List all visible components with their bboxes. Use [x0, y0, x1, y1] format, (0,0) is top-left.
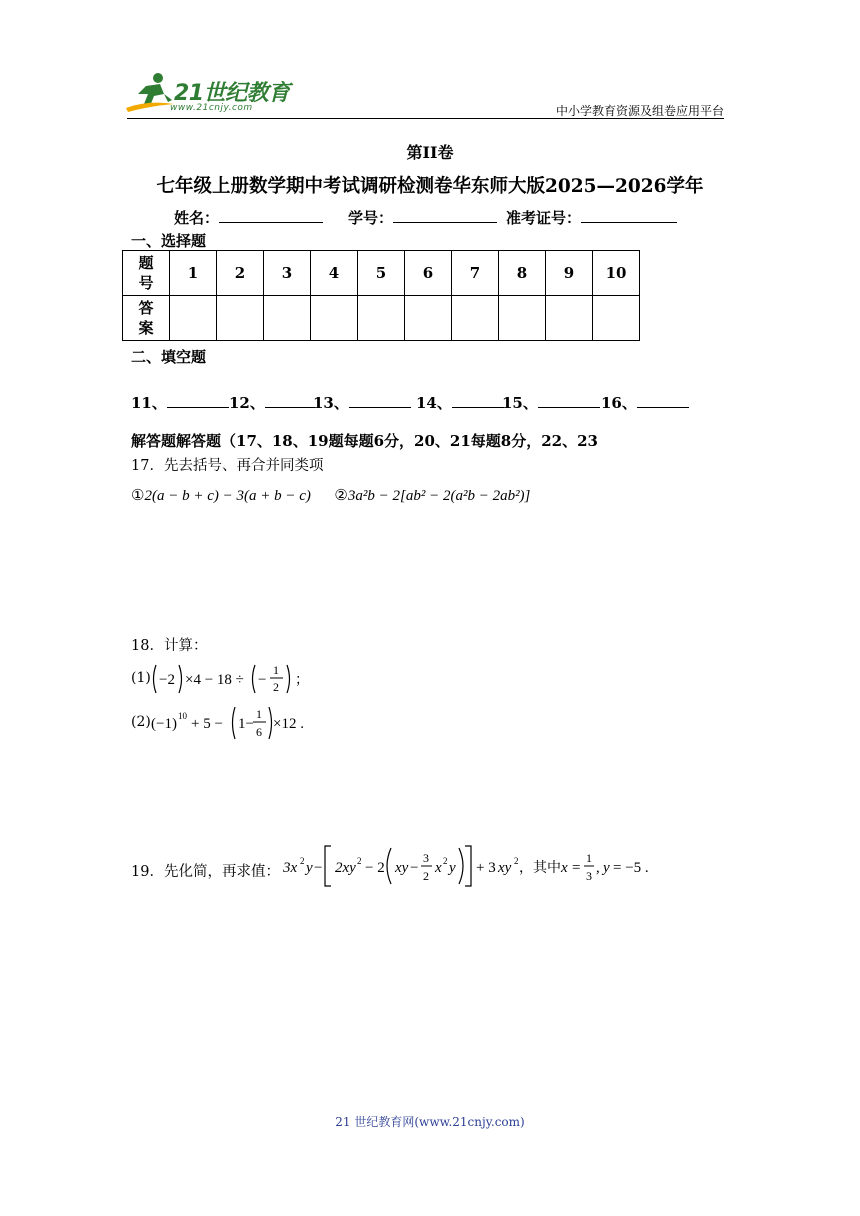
id-field[interactable]: [348, 207, 497, 228]
answer-cell[interactable]: [405, 296, 452, 341]
platform-label: 中小学教育资源及组卷应用平台: [555, 104, 724, 118]
blank-16[interactable]: 16、: [601, 392, 689, 413]
svg-text:3x: 3x: [283, 860, 298, 876]
expression-18-2: [151, 704, 311, 742]
id-blank[interactable]: [393, 208, 497, 223]
question-number-cell: 9: [546, 251, 593, 296]
circled-one-marker: ①: [131, 486, 145, 504]
logo-url: www.21cnjy.com: [170, 103, 253, 113]
svg-text:1−: 1−: [238, 716, 254, 732]
svg-text:2: 2: [514, 856, 519, 866]
svg-text:2: 2: [357, 856, 362, 866]
question-number-cell: 7: [452, 251, 499, 296]
expression-19: [283, 842, 663, 890]
svg-text:10: 10: [178, 711, 187, 721]
svg-text:1: 1: [256, 707, 262, 721]
answer-cell[interactable]: [311, 296, 358, 341]
answer-cell[interactable]: [452, 296, 499, 341]
svg-text:y: y: [306, 860, 313, 876]
svg-text:,: ,: [596, 860, 600, 876]
svg-text:− 2: − 2: [365, 860, 385, 876]
question-number-cell: 1: [170, 251, 217, 296]
svg-text:−: −: [314, 860, 323, 876]
question-number-cell: 3: [264, 251, 311, 296]
question-number-cell: 5: [358, 251, 405, 296]
svg-text:=: =: [572, 860, 581, 876]
svg-text:xy: xy: [395, 860, 409, 876]
svg-text:2: 2: [300, 856, 305, 866]
name-field[interactable]: [174, 207, 323, 228]
blank-11[interactable]: 11、: [131, 392, 229, 413]
logo-text: 21世纪教育: [174, 81, 290, 106]
question-19-prompt: 19．先化简，再求值：: [131, 864, 280, 880]
section-choice-heading: 一、选择题: [131, 232, 207, 250]
svg-text:(−1): (−1): [151, 716, 177, 732]
svg-text:y: y: [449, 860, 456, 876]
question-18-prompt: 18．计算：: [131, 638, 208, 654]
svg-text:2: 2: [273, 680, 279, 694]
svg-text:3: 3: [586, 869, 592, 883]
expression-17-1: 2(a − b + c) − 3(a + b − c): [144, 488, 311, 504]
table-header-cell: 答 案: [123, 296, 170, 341]
question-number-cell: 10: [593, 251, 640, 296]
name-label: 姓名：: [174, 209, 220, 227]
svg-text:1: 1: [586, 851, 592, 865]
answer-cell[interactable]: [593, 296, 640, 341]
header-divider: [127, 118, 724, 119]
answer-cell[interactable]: [499, 296, 546, 341]
question-number-cell: 8: [499, 251, 546, 296]
svg-text:+ 5 −: + 5 −: [191, 716, 223, 732]
svg-text:x: x: [561, 860, 568, 876]
answer-cell[interactable]: [170, 296, 217, 341]
svg-text:y: y: [603, 860, 610, 876]
svg-text:2xy: 2xy: [335, 860, 356, 876]
svg-text:2: 2: [423, 869, 429, 883]
runner-logo-icon: [124, 70, 176, 116]
svg-text:6: 6: [256, 725, 262, 739]
section-fill-heading: 二、填空题: [131, 348, 207, 366]
svg-text:3: 3: [423, 851, 429, 865]
svg-text:xy: xy: [498, 860, 512, 876]
svg-text:−2: −2: [159, 672, 175, 688]
svg-text:= −5 .: = −5 .: [613, 860, 649, 876]
answer-table: [122, 250, 640, 341]
id-label: 学号：: [348, 209, 394, 227]
svg-text:×4 − 18 ÷: ×4 − 18 ÷: [185, 672, 244, 688]
svg-text:−: −: [410, 860, 419, 876]
answer-cell[interactable]: [217, 296, 264, 341]
blank-12[interactable]: 12、: [229, 392, 315, 413]
svg-text:+ 3: + 3: [476, 860, 496, 876]
table-header-cell: 题 号: [123, 251, 170, 296]
question-17-expressions: [131, 486, 530, 505]
page-title: 七年级上册数学期中考试调研检测卷华东师大版2025—2026学年: [156, 176, 704, 197]
svg-text:×12 .: ×12 .: [273, 716, 304, 732]
svg-text:x: x: [435, 860, 442, 876]
answer-cell[interactable]: [264, 296, 311, 341]
exam-number-field[interactable]: [506, 207, 677, 228]
svg-text:−: −: [258, 672, 267, 688]
footer-source[interactable]: 21 世纪教育网(www.21cnjy.com): [335, 1115, 525, 1129]
section-solve-heading: 解答题解答题（17、18、19题每题6分，20、21每题8分，22、23: [131, 432, 598, 450]
svg-text:；: ；: [295, 672, 309, 688]
circled-two-marker: ②: [334, 486, 348, 504]
table-row-numbers: [123, 251, 640, 296]
answer-cell[interactable]: [358, 296, 405, 341]
question-number-cell: 4: [311, 251, 358, 296]
expression-17-2: 3a²b − 2[ab² − 2(a²b − 2ab²)]: [347, 488, 531, 504]
svg-text:，其中: ，其中: [519, 860, 561, 876]
answer-cell[interactable]: [546, 296, 593, 341]
expression-18-1: [151, 662, 321, 696]
blank-13[interactable]: 13、: [313, 392, 411, 413]
blank-15[interactable]: 15、: [502, 392, 600, 413]
blank-14[interactable]: 14、: [416, 392, 504, 413]
exam-number-label: 准考证号：: [506, 209, 582, 227]
question-number-cell: 6: [405, 251, 452, 296]
table-row-answers: [123, 296, 640, 341]
svg-text:2: 2: [443, 856, 448, 866]
svg-text:1: 1: [273, 663, 279, 677]
question-17-prompt: 17．先去括号、再合并同类项: [131, 458, 324, 474]
volume-label: 第II卷: [406, 143, 454, 162]
question-number-cell: 2: [217, 251, 264, 296]
name-blank[interactable]: [219, 208, 323, 223]
exam-number-blank[interactable]: [581, 208, 677, 223]
site-logo: [124, 70, 294, 118]
